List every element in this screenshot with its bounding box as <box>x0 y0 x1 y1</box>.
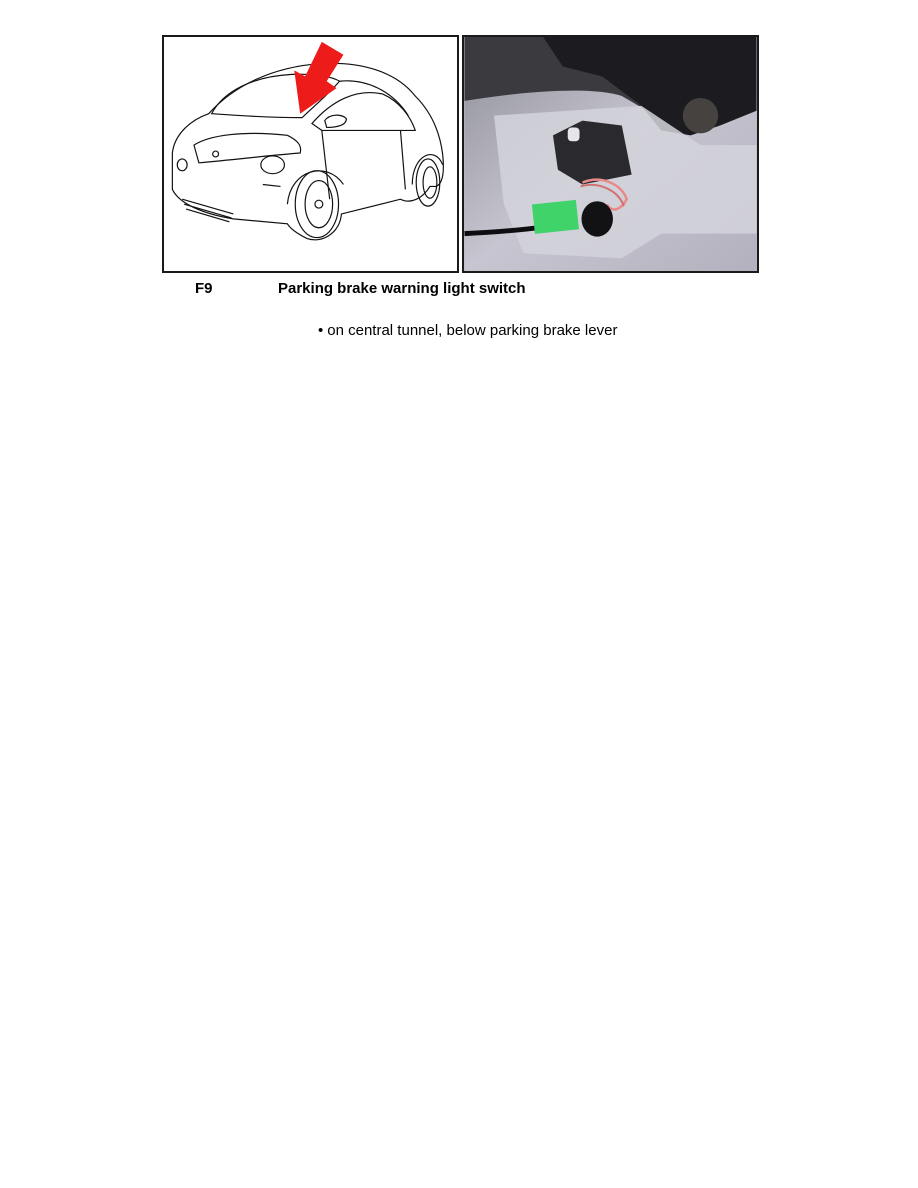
bullet-icon: • <box>318 322 324 339</box>
location-list-item <box>318 322 617 339</box>
component-title: Parking brake warning light switch <box>278 280 526 297</box>
location-text: on central tunnel, below parking brake lever <box>327 322 618 339</box>
parking-brake-switch-photo <box>464 37 757 271</box>
component-code: F9 <box>195 280 213 297</box>
car-line-drawing <box>164 37 457 271</box>
switch-location-photo <box>462 35 759 273</box>
car-location-diagram <box>162 35 459 273</box>
